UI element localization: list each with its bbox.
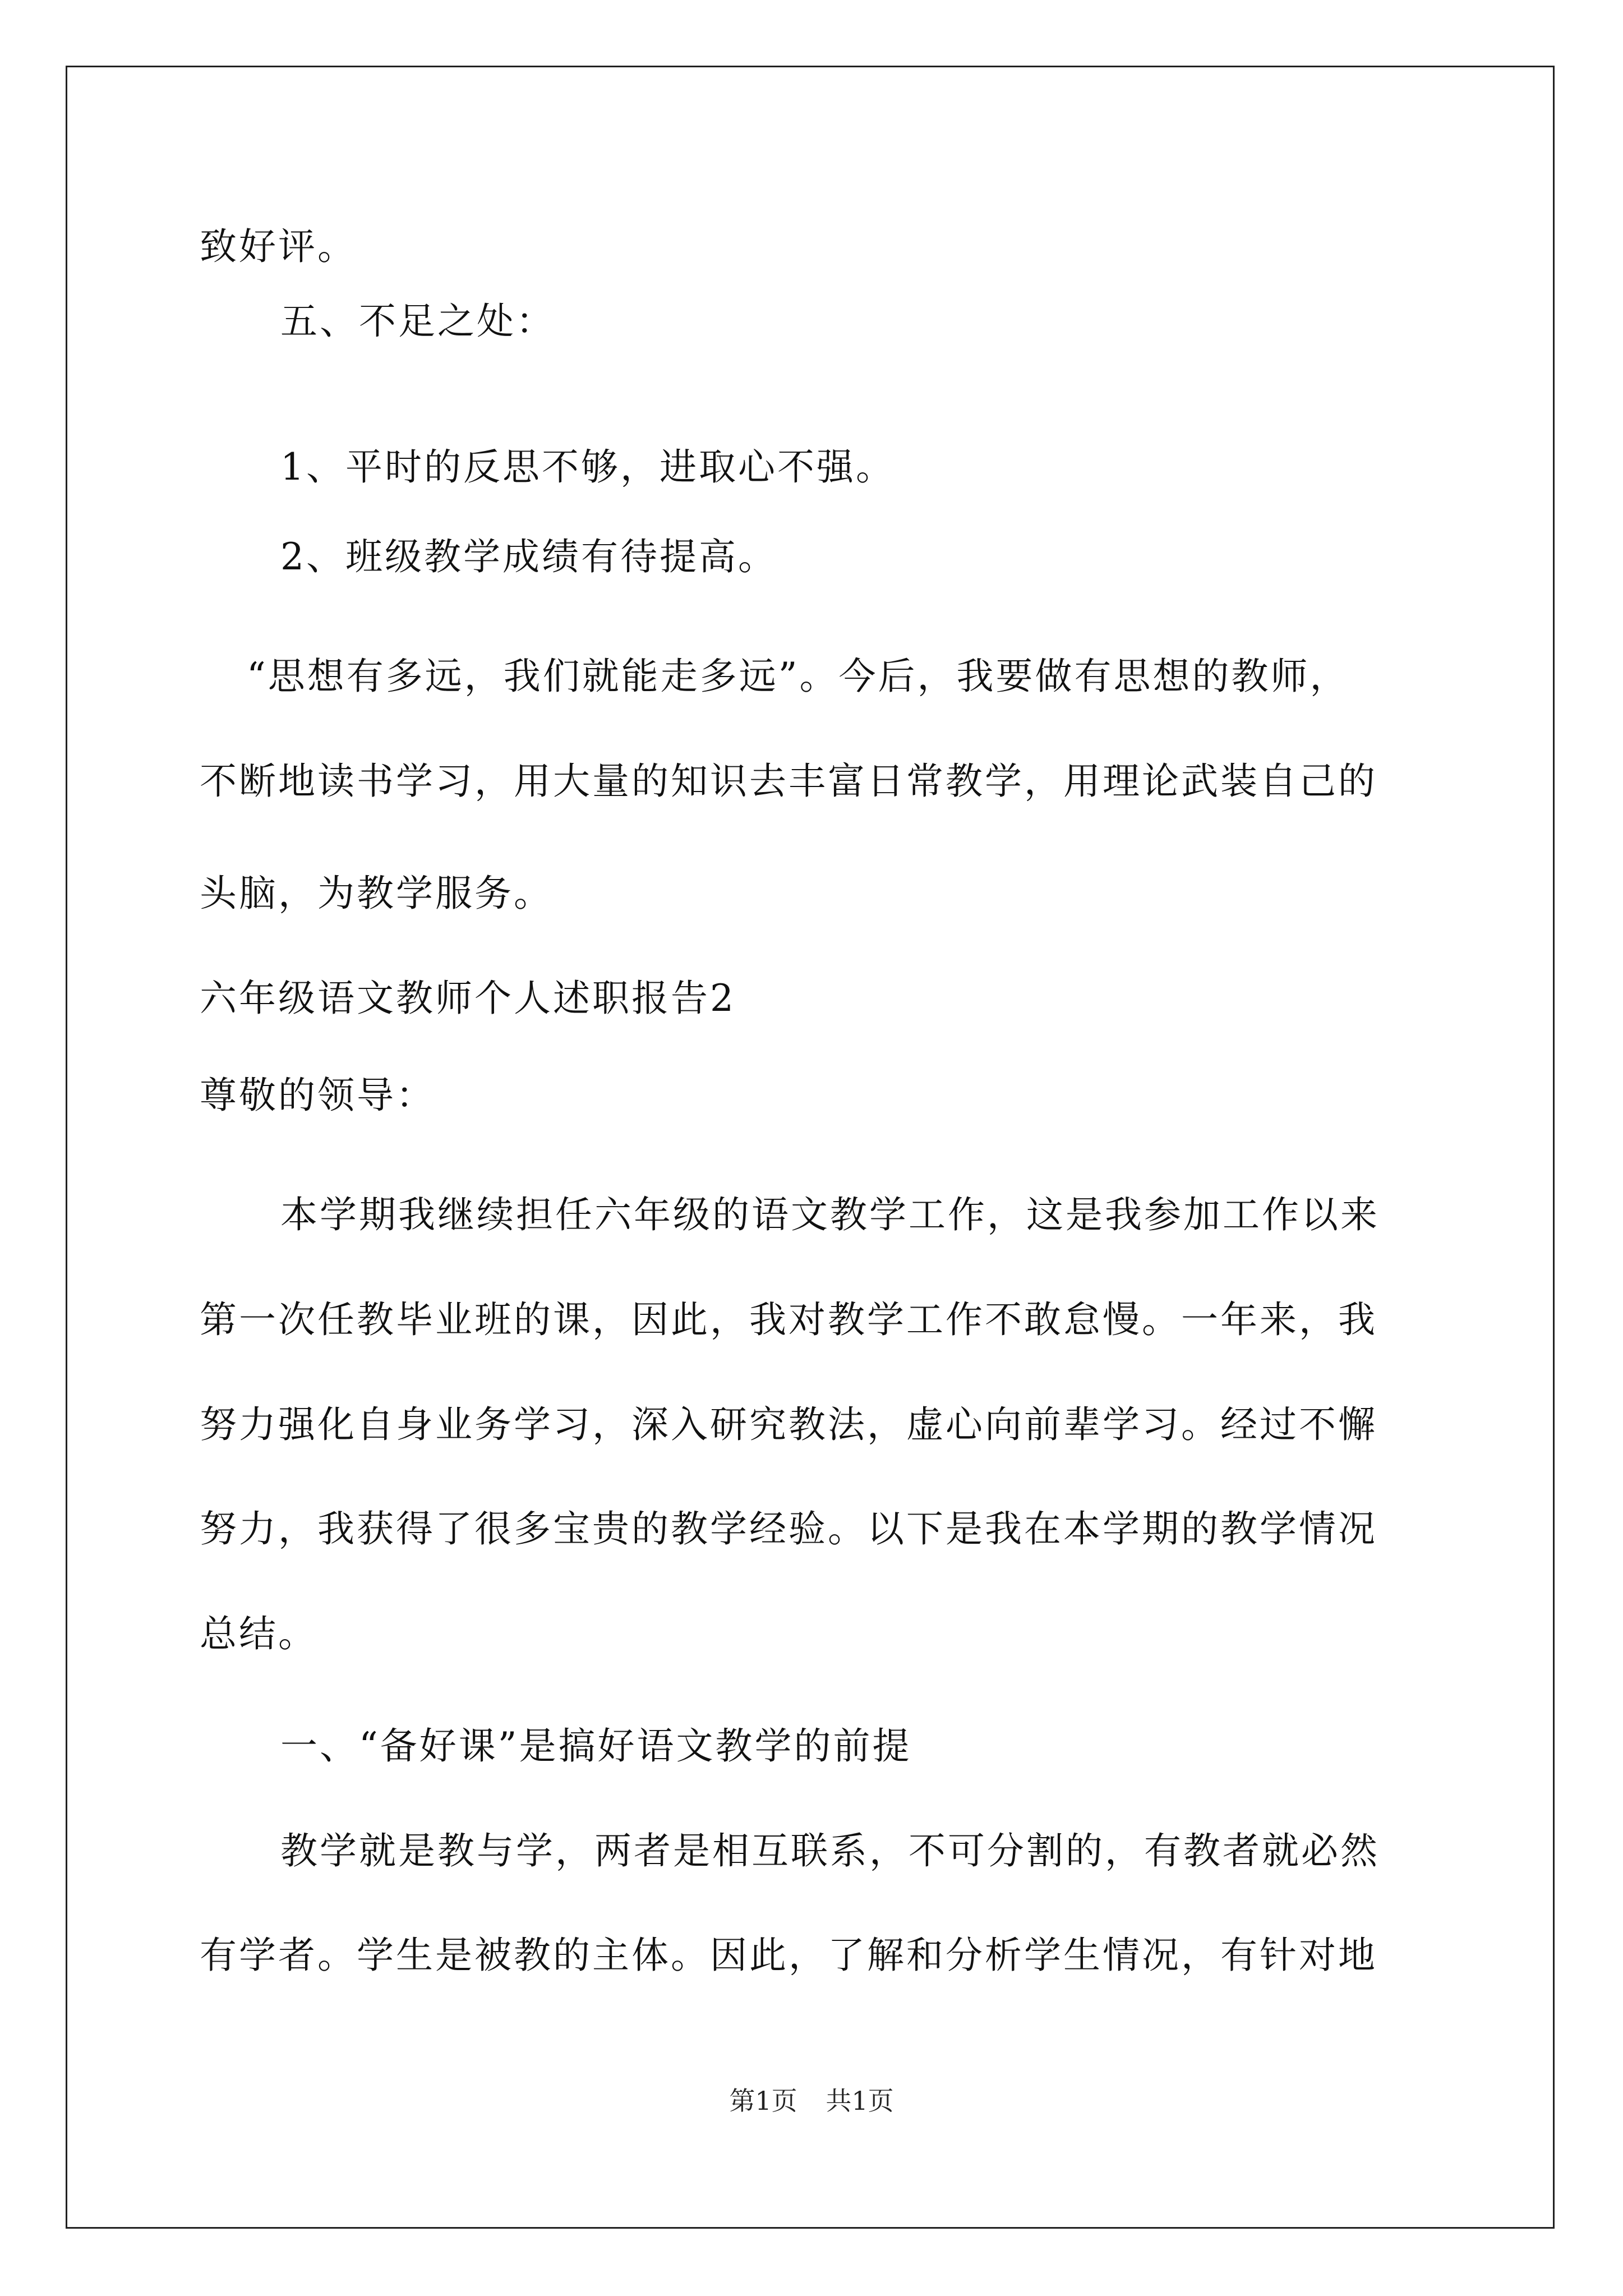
page-border <box>66 66 1555 2229</box>
text-line: 致好评。 <box>200 225 357 268</box>
document-title: 六年级语文教师个人述职报告2 <box>200 977 736 1020</box>
page-footer <box>0 2084 1623 2118</box>
text-line: 第一次任教毕业班的课，因此，我对教学工作不敢怠慢。一年来，我 <box>200 1298 1377 1341</box>
text-line: 有学者。学生是被教的主体。因此，了解和分析学生情况，有针对地 <box>200 1934 1377 1977</box>
text-line: 教学就是教与学，两者是相互联系，不可分割的，有教者就必然 <box>280 1829 1380 1872</box>
text-line: 不断地读书学习，用大量的知识去丰富日常教学，用理论武装自己的 <box>200 760 1377 803</box>
text-line: 本学期我继续担任六年级的语文教学工作，这是我参加工作以来 <box>280 1193 1380 1236</box>
salutation: 尊敬的领导： <box>200 1074 435 1117</box>
page-number: 第1页 <box>729 2086 797 2116</box>
page-total: 共1页 <box>826 2086 894 2116</box>
section-heading: 一、“备好课”是搞好语文教学的前提 <box>280 1724 912 1768</box>
text-line: “思想有多远，我们就能走多远”。今后，我要做有思想的教师， <box>247 655 1349 698</box>
section-heading: 五、不足之处： <box>280 300 555 343</box>
text-line: 总结。 <box>200 1612 317 1655</box>
text-line: 努力强化自身业务学习，深入研究教法，虚心向前辈学习。经过不懈 <box>200 1403 1377 1446</box>
list-item: 2、班级教学成绩有待提高。 <box>280 535 777 578</box>
text-line: 努力，我获得了很多宝贵的教学经验。以下是我在本学期的教学情况 <box>200 1507 1377 1550</box>
text-line: 头脑，为教学服务。 <box>200 872 553 915</box>
list-item: 1、平时的反思不够，进取心不强。 <box>280 445 895 489</box>
